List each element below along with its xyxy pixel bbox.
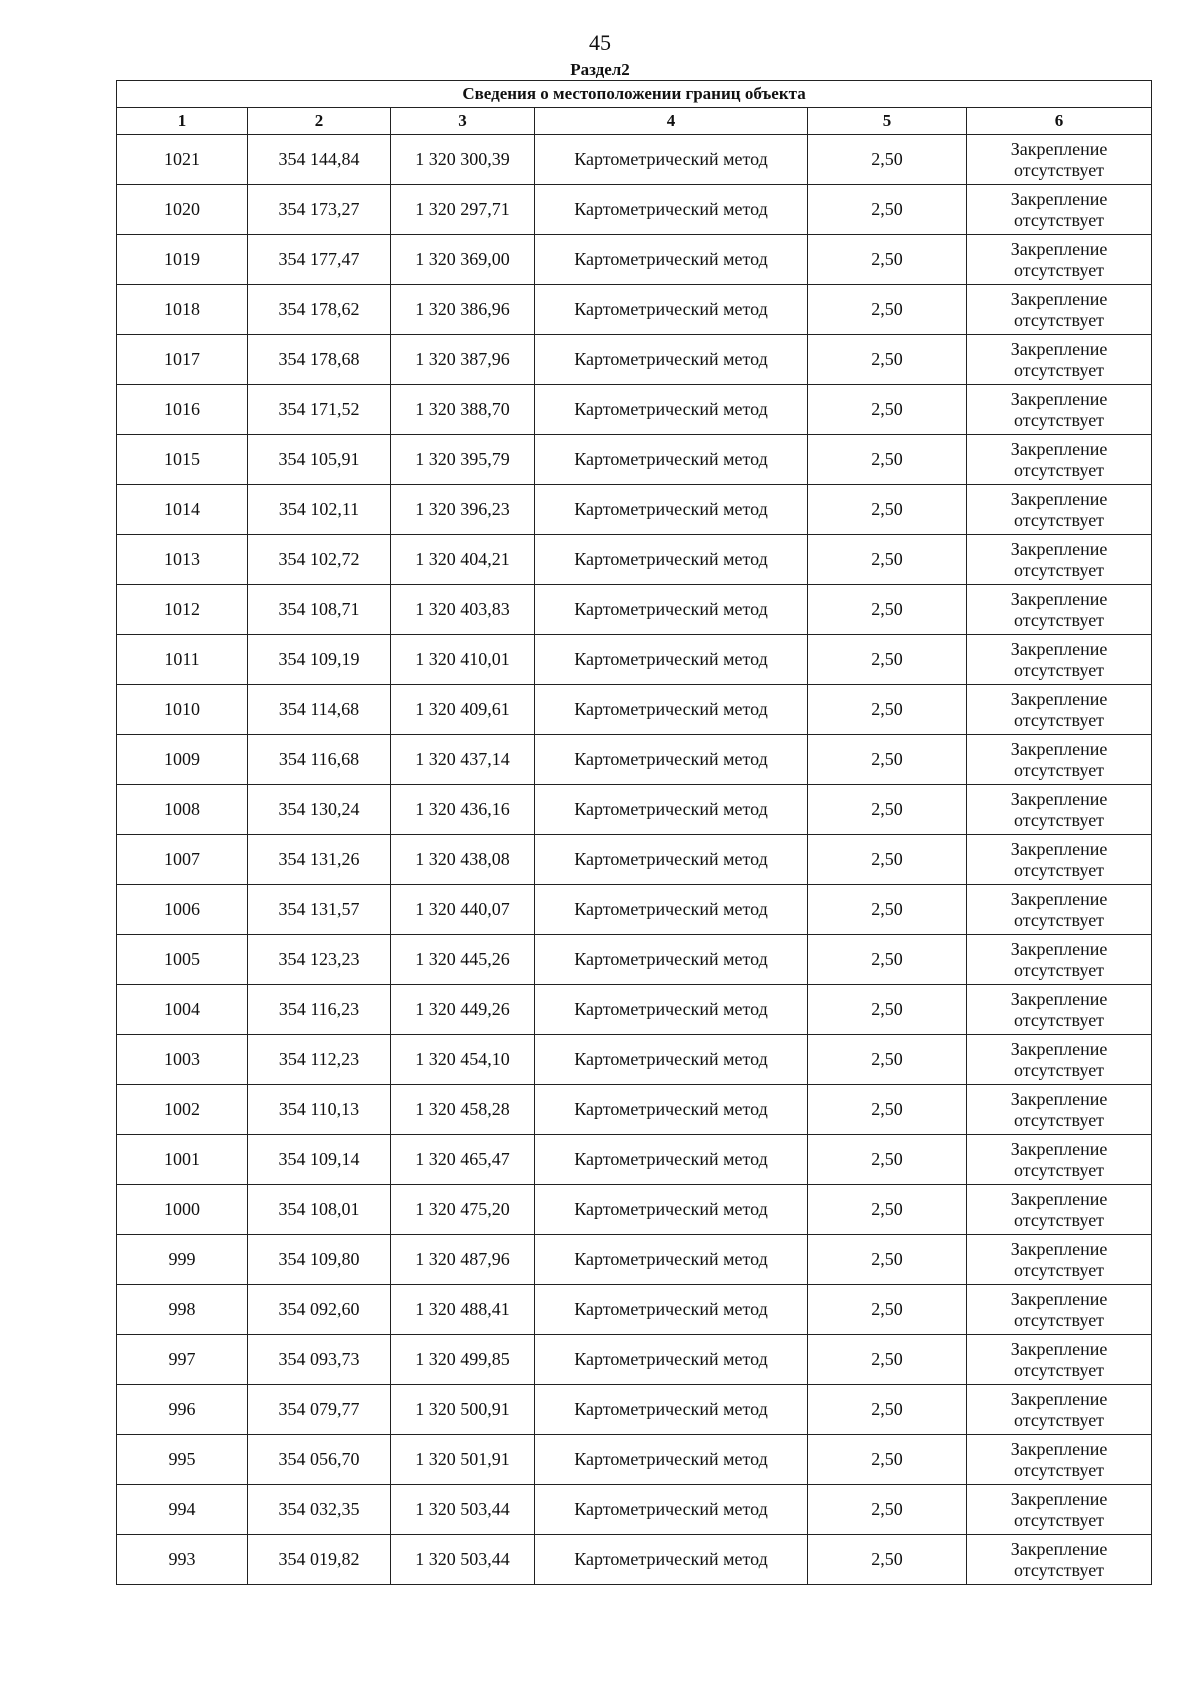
accuracy-cell: 2,50 (808, 585, 967, 635)
accuracy-cell: 2,50 (808, 1335, 967, 1385)
fixation-cell (967, 1235, 1152, 1285)
y-coordinate-cell: 1 320 388,70 (391, 385, 535, 435)
table-row (117, 835, 1152, 885)
fixation-text: Закрепление (1010, 1338, 1108, 1359)
accuracy-cell: 2,50 (808, 1235, 967, 1285)
accuracy-cell: 2,50 (808, 1085, 967, 1135)
point-number-cell: 1011 (117, 635, 248, 685)
x-coordinate-cell: 354 114,68 (248, 685, 391, 735)
fixation-text: отсутствует (1014, 859, 1105, 880)
table-row (117, 935, 1152, 985)
table-row (117, 435, 1152, 485)
fixation-text: Закрепление (1010, 1488, 1108, 1509)
column-header-5: 5 (808, 108, 967, 135)
x-coordinate-cell: 354 108,01 (248, 1185, 391, 1235)
fixation-cell (967, 285, 1152, 335)
point-number-cell: 1013 (117, 535, 248, 585)
fixation-text: отсутствует (1014, 1259, 1105, 1280)
point-number-cell: 1003 (117, 1035, 248, 1085)
method-cell: Картометрический метод (535, 1085, 808, 1135)
x-coordinate-cell: 354 130,24 (248, 785, 391, 835)
y-coordinate-cell: 1 320 503,44 (391, 1485, 535, 1535)
fixation-cell (967, 935, 1152, 985)
point-number-cell: 1000 (117, 1185, 248, 1235)
table-row (117, 1385, 1152, 1435)
point-number-cell: 998 (117, 1285, 248, 1335)
method-cell: Картометрический метод (535, 1035, 808, 1085)
point-number-cell: 1005 (117, 935, 248, 985)
fixation-cell (967, 485, 1152, 535)
y-coordinate-cell: 1 320 454,10 (391, 1035, 535, 1085)
table-caption-row (117, 81, 1152, 108)
point-number-cell: 1019 (117, 235, 248, 285)
y-coordinate-cell: 1 320 386,96 (391, 285, 535, 335)
fixation-text: Закрепление (1010, 1388, 1108, 1409)
accuracy-cell: 2,50 (808, 685, 967, 735)
x-coordinate-cell: 354 109,80 (248, 1235, 391, 1285)
fixation-cell (967, 335, 1152, 385)
accuracy-cell: 2,50 (808, 1385, 967, 1435)
y-coordinate-cell: 1 320 297,71 (391, 185, 535, 235)
point-number-cell: 996 (117, 1385, 248, 1435)
y-coordinate-cell: 1 320 501,91 (391, 1435, 535, 1485)
fixation-cell (967, 235, 1152, 285)
accuracy-cell: 2,50 (808, 1185, 967, 1235)
x-coordinate-cell: 354 177,47 (248, 235, 391, 285)
fixation-cell (967, 735, 1152, 785)
y-coordinate-cell: 1 320 403,83 (391, 585, 535, 635)
x-coordinate-cell: 354 102,72 (248, 535, 391, 585)
accuracy-cell: 2,50 (808, 1035, 967, 1085)
accuracy-cell: 2,50 (808, 185, 967, 235)
fixation-cell (967, 1085, 1152, 1135)
y-coordinate-cell: 1 320 449,26 (391, 985, 535, 1035)
point-number-cell: 1016 (117, 385, 248, 435)
fixation-cell (967, 635, 1152, 685)
point-number-cell: 1007 (117, 835, 248, 885)
x-coordinate-cell: 354 116,68 (248, 735, 391, 785)
fixation-text: отсутствует (1014, 709, 1105, 730)
fixation-text: Закрепление (1010, 1088, 1108, 1109)
x-coordinate-cell: 354 123,23 (248, 935, 391, 985)
table-row (117, 285, 1152, 335)
fixation-cell (967, 135, 1152, 185)
fixation-cell (967, 585, 1152, 635)
fixation-text: Закрепление (1010, 1538, 1108, 1559)
point-number-cell: 1017 (117, 335, 248, 385)
fixation-cell (967, 1435, 1152, 1485)
x-coordinate-cell: 354 171,52 (248, 385, 391, 435)
fixation-text: Закрепление (1010, 588, 1108, 609)
fixation-text: отсутствует (1014, 1059, 1105, 1080)
table-row (117, 585, 1152, 635)
accuracy-cell: 2,50 (808, 1435, 967, 1485)
fixation-text: отсутствует (1014, 259, 1105, 280)
fixation-text: отсутствует (1014, 759, 1105, 780)
table-row (117, 785, 1152, 835)
accuracy-cell: 2,50 (808, 735, 967, 785)
fixation-cell (967, 435, 1152, 485)
fixation-text: Закрепление (1010, 688, 1108, 709)
y-coordinate-cell: 1 320 438,08 (391, 835, 535, 885)
y-coordinate-cell: 1 320 465,47 (391, 1135, 535, 1185)
method-cell: Картометрический метод (535, 1135, 808, 1185)
table-row (117, 185, 1152, 235)
point-number-cell: 997 (117, 1335, 248, 1385)
fixation-text: Закрепление (1010, 488, 1108, 509)
x-coordinate-cell: 354 079,77 (248, 1385, 391, 1435)
table-row (117, 685, 1152, 735)
x-coordinate-cell: 354 131,57 (248, 885, 391, 935)
y-coordinate-cell: 1 320 475,20 (391, 1185, 535, 1235)
table-row (117, 135, 1152, 185)
method-cell: Картометрический метод (535, 1335, 808, 1385)
method-cell: Картометрический метод (535, 1535, 808, 1585)
table-body (117, 135, 1152, 1585)
fixation-text: отсутствует (1014, 209, 1105, 230)
y-coordinate-cell: 1 320 503,44 (391, 1535, 535, 1585)
method-cell: Картометрический метод (535, 685, 808, 735)
method-cell: Картометрический метод (535, 1285, 808, 1335)
fixation-text: Закрепление (1010, 638, 1108, 659)
fixation-cell (967, 385, 1152, 435)
method-cell: Картометрический метод (535, 335, 808, 385)
fixation-cell (967, 1385, 1152, 1435)
y-coordinate-cell: 1 320 300,39 (391, 135, 535, 185)
fixation-text: отсутствует (1014, 1559, 1105, 1580)
accuracy-cell: 2,50 (808, 885, 967, 935)
method-cell: Картометрический метод (535, 735, 808, 785)
accuracy-cell: 2,50 (808, 1135, 967, 1185)
fixation-text: отсутствует (1014, 1009, 1105, 1030)
table-row (117, 335, 1152, 385)
column-header-4: 4 (535, 108, 808, 135)
fixation-text: отсутствует (1014, 1109, 1105, 1130)
x-coordinate-cell: 354 093,73 (248, 1335, 391, 1385)
x-coordinate-cell: 354 019,82 (248, 1535, 391, 1585)
fixation-text: Закрепление (1010, 788, 1108, 809)
point-number-cell: 993 (117, 1535, 248, 1585)
method-cell: Картометрический метод (535, 785, 808, 835)
y-coordinate-cell: 1 320 387,96 (391, 335, 535, 385)
fixation-text: отсутствует (1014, 1309, 1105, 1330)
fixation-text: отсутствует (1014, 459, 1105, 480)
accuracy-cell: 2,50 (808, 835, 967, 885)
table-caption: Сведения о местоположении границ объекта (117, 81, 1152, 108)
x-coordinate-cell: 354 178,62 (248, 285, 391, 335)
accuracy-cell: 2,50 (808, 285, 967, 335)
accuracy-cell: 2,50 (808, 785, 967, 835)
page-number: 45 (589, 30, 611, 55)
point-number-cell: 1004 (117, 985, 248, 1035)
y-coordinate-cell: 1 320 437,14 (391, 735, 535, 785)
y-coordinate-cell: 1 320 440,07 (391, 885, 535, 935)
y-coordinate-cell: 1 320 410,01 (391, 635, 535, 685)
fixation-cell (967, 785, 1152, 835)
section-title: Раздел2 (570, 60, 630, 79)
point-number-cell: 1020 (117, 185, 248, 235)
y-coordinate-cell: 1 320 436,16 (391, 785, 535, 835)
point-number-cell: 994 (117, 1485, 248, 1535)
method-cell: Картометрический метод (535, 285, 808, 335)
point-number-cell: 1002 (117, 1085, 248, 1135)
accuracy-cell: 2,50 (808, 1535, 967, 1585)
fixation-text: Закрепление (1010, 888, 1108, 909)
x-coordinate-cell: 354 173,27 (248, 185, 391, 235)
x-coordinate-cell: 354 144,84 (248, 135, 391, 185)
table-row (117, 235, 1152, 285)
method-cell: Картометрический метод (535, 635, 808, 685)
point-number-cell: 1014 (117, 485, 248, 535)
fixation-cell (967, 1185, 1152, 1235)
method-cell: Картометрический метод (535, 485, 808, 535)
method-cell: Картометрический метод (535, 1385, 808, 1435)
fixation-cell (967, 985, 1152, 1035)
fixation-text: отсутствует (1014, 1359, 1105, 1380)
x-coordinate-cell: 354 109,14 (248, 1135, 391, 1185)
table-row (117, 1135, 1152, 1185)
table-row (117, 1435, 1152, 1485)
fixation-text: Закрепление (1010, 138, 1108, 159)
boundary-coordinates-table (116, 80, 1152, 1585)
column-header-1: 1 (117, 108, 248, 135)
accuracy-cell: 2,50 (808, 435, 967, 485)
fixation-text: отсутствует (1014, 359, 1105, 380)
table-row (117, 1285, 1152, 1335)
method-cell: Картометрический метод (535, 985, 808, 1035)
table-header-row (117, 108, 1152, 135)
point-number-cell: 1012 (117, 585, 248, 635)
fixation-text: отсутствует (1014, 1159, 1105, 1180)
table-row (117, 1085, 1152, 1135)
fixation-text: Закрепление (1010, 1438, 1108, 1459)
fixation-text: Закрепление (1010, 288, 1108, 309)
method-cell: Картометрический метод (535, 1235, 808, 1285)
method-cell: Картометрический метод (535, 1185, 808, 1235)
y-coordinate-cell: 1 320 409,61 (391, 685, 535, 735)
fixation-cell (967, 185, 1152, 235)
fixation-text: отсутствует (1014, 1459, 1105, 1480)
x-coordinate-cell: 354 108,71 (248, 585, 391, 635)
point-number-cell: 1021 (117, 135, 248, 185)
fixation-cell (967, 535, 1152, 585)
fixation-text: Закрепление (1010, 338, 1108, 359)
y-coordinate-cell: 1 320 487,96 (391, 1235, 535, 1285)
fixation-text: отсутствует (1014, 609, 1105, 630)
column-header-2: 2 (248, 108, 391, 135)
table-row (117, 1335, 1152, 1385)
table-row (117, 985, 1152, 1035)
method-cell: Картометрический метод (535, 385, 808, 435)
fixation-text: Закрепление (1010, 1288, 1108, 1309)
y-coordinate-cell: 1 320 488,41 (391, 1285, 535, 1335)
table-row (117, 385, 1152, 435)
table-row (117, 1185, 1152, 1235)
accuracy-cell: 2,50 (808, 985, 967, 1035)
x-coordinate-cell: 354 116,23 (248, 985, 391, 1035)
x-coordinate-cell: 354 110,13 (248, 1085, 391, 1135)
method-cell: Картометрический метод (535, 135, 808, 185)
accuracy-cell: 2,50 (808, 235, 967, 285)
accuracy-cell: 2,50 (808, 535, 967, 585)
fixation-text: Закрепление (1010, 538, 1108, 559)
accuracy-cell: 2,50 (808, 1285, 967, 1335)
point-number-cell: 1009 (117, 735, 248, 785)
fixation-text: Закрепление (1010, 1238, 1108, 1259)
fixation-cell (967, 1035, 1152, 1085)
table-row (117, 635, 1152, 685)
accuracy-cell: 2,50 (808, 135, 967, 185)
accuracy-cell: 2,50 (808, 485, 967, 535)
y-coordinate-cell: 1 320 369,00 (391, 235, 535, 285)
table-row (117, 485, 1152, 535)
y-coordinate-cell: 1 320 396,23 (391, 485, 535, 535)
accuracy-cell: 2,50 (808, 335, 967, 385)
fixation-text: отсутствует (1014, 1409, 1105, 1430)
method-cell: Картометрический метод (535, 535, 808, 585)
method-cell: Картометрический метод (535, 935, 808, 985)
table-row (117, 1235, 1152, 1285)
x-coordinate-cell: 354 112,23 (248, 1035, 391, 1085)
y-coordinate-cell: 1 320 445,26 (391, 935, 535, 985)
x-coordinate-cell: 354 102,11 (248, 485, 391, 535)
y-coordinate-cell: 1 320 500,91 (391, 1385, 535, 1435)
method-cell: Картометрический метод (535, 885, 808, 935)
fixation-cell (967, 1135, 1152, 1185)
y-coordinate-cell: 1 320 395,79 (391, 435, 535, 485)
fixation-text: Закрепление (1010, 1188, 1108, 1209)
x-coordinate-cell: 354 056,70 (248, 1435, 391, 1485)
fixation-cell (967, 685, 1152, 735)
y-coordinate-cell: 1 320 499,85 (391, 1335, 535, 1385)
point-number-cell: 995 (117, 1435, 248, 1485)
fixation-text: Закрепление (1010, 438, 1108, 459)
fixation-cell (967, 1285, 1152, 1335)
table-row (117, 1535, 1152, 1585)
y-coordinate-cell: 1 320 404,21 (391, 535, 535, 585)
fixation-text: отсутствует (1014, 1509, 1105, 1530)
table-row (117, 1485, 1152, 1535)
fixation-cell (967, 885, 1152, 935)
x-coordinate-cell: 354 109,19 (248, 635, 391, 685)
accuracy-cell: 2,50 (808, 385, 967, 435)
accuracy-cell: 2,50 (808, 1485, 967, 1535)
fixation-text: отсутствует (1014, 959, 1105, 980)
x-coordinate-cell: 354 131,26 (248, 835, 391, 885)
fixation-text: отсутствует (1014, 659, 1105, 680)
fixation-text: Закрепление (1010, 1038, 1108, 1059)
fixation-text: отсутствует (1014, 909, 1105, 930)
method-cell: Картометрический метод (535, 235, 808, 285)
method-cell: Картометрический метод (535, 1435, 808, 1485)
fixation-text: Закрепление (1010, 738, 1108, 759)
fixation-cell (967, 1485, 1152, 1535)
column-header-3: 3 (391, 108, 535, 135)
fixation-text: Закрепление (1010, 838, 1108, 859)
fixation-text: Закрепление (1010, 388, 1108, 409)
column-header-6: 6 (967, 108, 1152, 135)
point-number-cell: 1015 (117, 435, 248, 485)
fixation-text: отсутствует (1014, 509, 1105, 530)
method-cell: Картометрический метод (535, 435, 808, 485)
method-cell: Картометрический метод (535, 185, 808, 235)
x-coordinate-cell: 354 105,91 (248, 435, 391, 485)
table-row (117, 735, 1152, 785)
fixation-text: отсутствует (1014, 159, 1105, 180)
fixation-text: отсутствует (1014, 1209, 1105, 1230)
table-row (117, 535, 1152, 585)
fixation-text: Закрепление (1010, 188, 1108, 209)
point-number-cell: 1006 (117, 885, 248, 935)
method-cell: Картометрический метод (535, 585, 808, 635)
table-row (117, 885, 1152, 935)
fixation-text: Закрепление (1010, 938, 1108, 959)
x-coordinate-cell: 354 178,68 (248, 335, 391, 385)
fixation-cell (967, 1535, 1152, 1585)
method-cell: Картометрический метод (535, 1485, 808, 1535)
fixation-text: Закрепление (1010, 1138, 1108, 1159)
accuracy-cell: 2,50 (808, 635, 967, 685)
point-number-cell: 999 (117, 1235, 248, 1285)
point-number-cell: 1008 (117, 785, 248, 835)
fixation-text: Закрепление (1010, 988, 1108, 1009)
fixation-text: отсутствует (1014, 409, 1105, 430)
point-number-cell: 1010 (117, 685, 248, 735)
y-coordinate-cell: 1 320 458,28 (391, 1085, 535, 1135)
fixation-text: отсутствует (1014, 809, 1105, 830)
x-coordinate-cell: 354 032,35 (248, 1485, 391, 1535)
fixation-text: Закрепление (1010, 238, 1108, 259)
fixation-text: отсутствует (1014, 309, 1105, 330)
point-number-cell: 1018 (117, 285, 248, 335)
fixation-text: отсутствует (1014, 559, 1105, 580)
table-row (117, 1035, 1152, 1085)
method-cell: Картометрический метод (535, 835, 808, 885)
fixation-cell (967, 1335, 1152, 1385)
x-coordinate-cell: 354 092,60 (248, 1285, 391, 1335)
fixation-cell (967, 835, 1152, 885)
point-number-cell: 1001 (117, 1135, 248, 1185)
accuracy-cell: 2,50 (808, 935, 967, 985)
